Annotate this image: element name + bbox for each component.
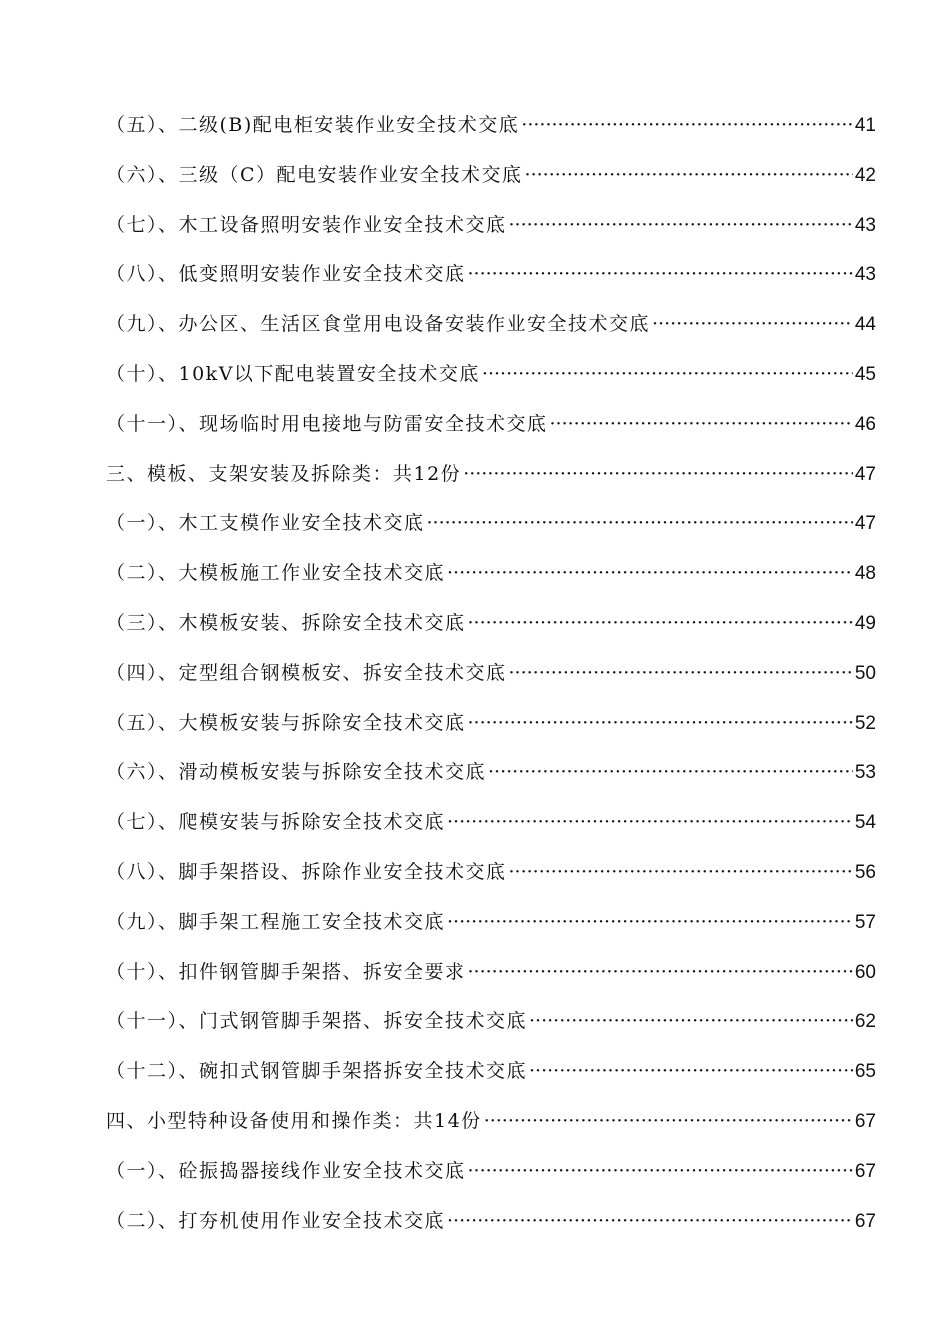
toc-entry-title: （九）、脚手架工程施工安全技术交底	[106, 910, 446, 933]
toc-dot-leader	[468, 712, 853, 734]
toc-page-number: 67	[854, 1110, 876, 1132]
toc-entry-title: （二）、大模板施工作业安全技术交底	[106, 562, 446, 585]
toc-entry-title: （一）、木工支模作业安全技术交底	[106, 512, 425, 535]
toc-page-number: 48	[854, 563, 876, 585]
toc-dot-leader	[427, 512, 853, 534]
toc-entry-title: （十）、扣件钢管脚手架搭、拆安全要求	[106, 960, 466, 983]
toc-entry[interactable]	[106, 309, 876, 359]
toc-dot-leader	[521, 114, 853, 136]
toc-entry-title: （八）、低变照明安装作业安全技术交底	[106, 263, 466, 286]
toc-entry[interactable]	[106, 1156, 876, 1206]
toc-dot-leader	[529, 1060, 853, 1082]
toc-entry[interactable]	[106, 907, 876, 957]
toc-entry-title: （十）、10kV以下配电装置安全技术交底	[106, 362, 480, 385]
toc-page-number: 46	[854, 413, 876, 435]
toc-entry[interactable]	[106, 1056, 876, 1106]
toc-page-number: 57	[854, 911, 876, 933]
toc-page-number: 56	[854, 861, 876, 883]
toc-page-number: 62	[854, 1011, 876, 1033]
toc-dot-leader	[509, 214, 853, 236]
toc-entry[interactable]	[106, 708, 876, 758]
toc-entry-title: （五）、大模板安装与拆除安全技术交底	[106, 711, 466, 734]
toc-entry-title: （十二）、碗扣式钢管脚手架搭拆安全技术交底	[106, 1060, 528, 1083]
toc-entry[interactable]	[106, 210, 876, 260]
toc-entry-title: （七）、爬模安装与拆除安全技术交底	[106, 811, 446, 834]
toc-entry[interactable]	[106, 259, 876, 309]
toc-dot-leader	[529, 1010, 853, 1032]
toc-dot-leader	[447, 811, 853, 833]
toc-entry[interactable]	[106, 1206, 876, 1256]
toc-entry-title: 四、小型特种设备使用和操作类：共14份	[106, 1109, 482, 1132]
toc-dot-leader	[484, 1110, 853, 1132]
toc-entry[interactable]	[106, 110, 876, 160]
toc-dot-leader	[550, 413, 853, 435]
toc-dot-leader	[488, 761, 853, 783]
toc-page-number: 52	[854, 712, 876, 734]
toc-entry-title: 三、模板、支架安装及拆除类：共12份	[106, 462, 462, 485]
toc-entry-title: （六）、三级（C）配电安装作业安全技术交底	[106, 163, 523, 186]
toc-section-heading[interactable]	[106, 459, 876, 509]
toc-dot-leader	[468, 263, 853, 285]
toc-dot-leader	[509, 662, 853, 684]
toc-dot-leader	[509, 861, 853, 883]
toc-page-number: 43	[854, 264, 876, 286]
toc-entry-title: （一）、砼振捣器接线作业安全技术交底	[106, 1159, 466, 1182]
toc-entry-title: （八）、脚手架搭设、拆除作业安全技术交底	[106, 860, 507, 883]
toc-entry-title: （十一）、现场临时用电接地与防雷安全技术交底	[106, 412, 548, 435]
toc-entry[interactable]	[106, 359, 876, 409]
toc-page-number: 67	[854, 1160, 876, 1182]
toc-entry-title: （二）、打夯机使用作业安全技术交底	[106, 1209, 446, 1232]
toc-entry[interactable]	[106, 1006, 876, 1056]
toc-page-number: 67	[854, 1210, 876, 1232]
toc-page-number: 49	[854, 612, 876, 634]
toc-entry-title: （五）、二级(B)配电柜安装作业安全技术交底	[106, 114, 520, 136]
toc-entry[interactable]	[106, 508, 876, 558]
toc-page-number: 41	[854, 115, 876, 136]
toc-page-number: 65	[854, 1061, 876, 1083]
toc-entry-title: （七）、木工设备照明安装作业安全技术交底	[106, 213, 507, 236]
toc-page-number: 43	[854, 214, 876, 236]
toc-page-number: 45	[854, 363, 876, 385]
toc-entry-title: （三）、木模板安装、拆除安全技术交底	[106, 611, 466, 634]
toc-dot-leader	[468, 1160, 853, 1182]
toc-entry-title: （四）、定型组合钢模板安、拆安全技术交底	[106, 661, 507, 684]
toc-dot-leader	[447, 1210, 853, 1232]
toc-dot-leader	[468, 612, 853, 634]
toc-page-number: 47	[854, 463, 876, 485]
toc-page-number: 50	[854, 662, 876, 684]
table-of-contents	[106, 110, 876, 1255]
toc-entry[interactable]	[106, 558, 876, 608]
toc-entry[interactable]	[106, 807, 876, 857]
toc-entry[interactable]	[106, 757, 876, 807]
toc-dot-leader	[652, 313, 853, 335]
toc-entry[interactable]	[106, 857, 876, 907]
toc-page-number: 54	[854, 812, 876, 834]
toc-page-number: 53	[854, 762, 876, 784]
toc-page-number: 44	[854, 314, 876, 336]
toc-dot-leader	[447, 562, 853, 584]
toc-page-number: 47	[854, 513, 876, 535]
toc-dot-leader	[525, 164, 853, 186]
toc-entry[interactable]	[106, 658, 876, 708]
toc-entry[interactable]	[106, 608, 876, 658]
toc-dot-leader	[447, 911, 853, 933]
toc-entry-title: （六）、滑动模板安装与拆除安全技术交底	[106, 761, 487, 784]
toc-dot-leader	[482, 363, 853, 385]
toc-entry[interactable]	[106, 160, 876, 210]
toc-section-heading[interactable]	[106, 1106, 876, 1156]
toc-page-number: 42	[854, 164, 876, 186]
toc-dot-leader	[468, 961, 853, 983]
toc-dot-leader	[463, 463, 853, 485]
toc-entry[interactable]	[106, 409, 876, 459]
toc-entry[interactable]	[106, 957, 876, 1007]
toc-page-number: 60	[854, 961, 876, 983]
toc-entry-title: （十一）、门式钢管脚手架搭、拆安全技术交底	[106, 1010, 528, 1033]
toc-entry-title: （九）、办公区、生活区食堂用电设备安装作业安全技术交底	[106, 313, 651, 336]
